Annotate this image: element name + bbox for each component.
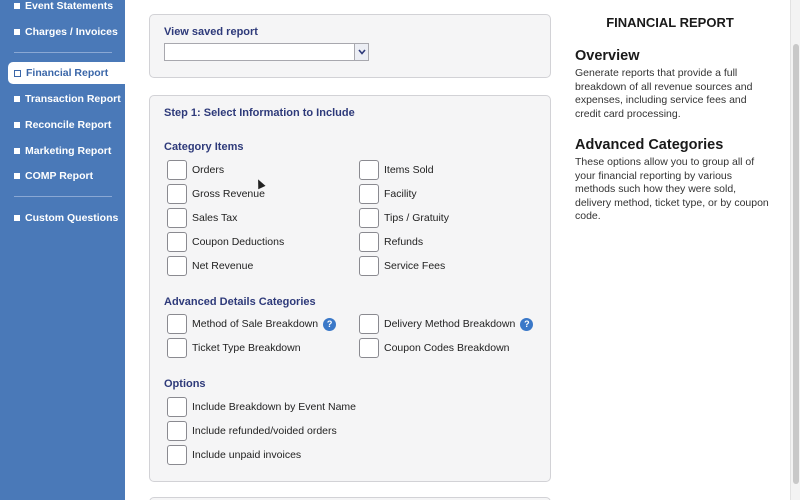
sidebar-divider	[14, 52, 112, 53]
option-method-of-sale[interactable]	[167, 314, 336, 334]
tips-gratuity-checkbox[interactable]	[359, 208, 379, 228]
sidebar-item-custom-questions[interactable]	[0, 207, 125, 229]
saved-report-label: View saved report	[164, 26, 258, 38]
option-label: Include refunded/voided orders	[192, 425, 337, 437]
option-label: Service Fees	[384, 260, 446, 272]
sidebar-item-label: Marketing Report	[25, 145, 112, 157]
option-delivery-method[interactable]	[359, 314, 533, 334]
coupon-codes-checkbox[interactable]	[359, 338, 379, 358]
sidebar	[0, 0, 125, 500]
option-label: Orders	[192, 164, 225, 176]
sidebar-item-label: Charges / Invoices	[25, 26, 118, 38]
options-title: Options	[164, 378, 206, 390]
option-coupon-codes[interactable]	[359, 338, 510, 358]
option-gross-revenue[interactable]	[167, 184, 265, 204]
sidebar-item-label: Transaction Report	[25, 93, 121, 105]
option-orders[interactable]	[167, 160, 224, 180]
option-items-sold[interactable]	[359, 160, 434, 180]
option-label: Coupon Codes Breakdown	[384, 342, 510, 354]
method-of-sale-checkbox[interactable]	[167, 314, 187, 334]
advanced-heading: Advanced Categories	[575, 137, 724, 153]
option-label: Include Breakdown by Event Name	[192, 401, 357, 413]
bullet-icon	[14, 29, 20, 35]
option-label: Net Revenue	[192, 260, 254, 272]
saved-report-select[interactable]	[164, 43, 369, 61]
sidebar-item-label: Event Statements	[25, 0, 114, 12]
saved-report-panel	[149, 14, 551, 78]
bullet-icon	[14, 122, 20, 128]
items-sold-checkbox[interactable]	[359, 160, 379, 180]
refunds-checkbox[interactable]	[359, 232, 379, 252]
facility-checkbox[interactable]	[359, 184, 379, 204]
sidebar-item-label: COMP Report	[25, 170, 94, 182]
sidebar-item-label: Financial Report	[26, 67, 109, 79]
help-icon[interactable]: ?	[520, 318, 533, 331]
service-fees-checkbox[interactable]	[359, 256, 379, 276]
sidebar-item-marketing-report[interactable]	[0, 140, 125, 162]
delivery-method-checkbox[interactable]	[359, 314, 379, 334]
bullet-icon	[14, 215, 20, 221]
scrollbar-thumb[interactable]	[793, 44, 799, 484]
sidebar-item-transaction-report[interactable]	[0, 88, 125, 110]
option-label: Include unpaid invoices	[192, 449, 302, 461]
option-label: Ticket Type Breakdown	[192, 342, 301, 354]
bullet-icon	[14, 148, 20, 154]
option-net-revenue[interactable]	[167, 256, 253, 276]
unpaid-invoices-checkbox[interactable]	[167, 445, 187, 465]
option-ticket-type[interactable]	[167, 338, 301, 358]
info-title: FINANCIAL REPORT	[606, 15, 734, 30]
option-label: Items Sold	[384, 164, 434, 176]
option-breakdown-by-event[interactable]	[167, 397, 356, 417]
option-tips-gratuity[interactable]	[359, 208, 449, 228]
sidebar-item-comp-report[interactable]	[0, 165, 125, 187]
advanced-text: These options allow you to group all of your financial reporting by various methods such how they were sold, delivery method, ticket type, or by coupon code.	[575, 156, 769, 222]
sidebar-divider	[14, 196, 112, 197]
option-label: Facility	[384, 188, 417, 200]
bullet-icon	[14, 173, 20, 179]
sidebar-item-label: Reconcile Report	[25, 119, 112, 131]
help-icon[interactable]: ?	[323, 318, 336, 331]
step1-panel	[149, 95, 551, 482]
option-label: Refunds	[384, 236, 424, 248]
option-sales-tax[interactable]	[167, 208, 237, 228]
chevron-down-icon[interactable]	[354, 44, 368, 60]
bullet-icon	[14, 96, 20, 102]
option-label: Tips / Gratuity	[384, 212, 449, 224]
option-refunded-voided[interactable]	[167, 421, 337, 441]
option-refunds[interactable]	[359, 232, 423, 252]
page-scrollbar[interactable]	[790, 0, 800, 500]
step1-title: Step 1: Select Information to Include	[164, 107, 355, 119]
sidebar-item-event-statements[interactable]	[0, 0, 125, 17]
option-label: Coupon Deductions	[192, 236, 285, 248]
sidebar-item-charges-invoices[interactable]	[0, 21, 125, 43]
option-coupon-deductions[interactable]	[167, 232, 284, 252]
option-label: Delivery Method Breakdown	[384, 318, 516, 330]
overview-text: Generate reports that provide a full breakdown of all revenue sources and expenses, including service fees and credit card processing.	[575, 67, 753, 120]
refunded-voided-checkbox[interactable]	[167, 421, 187, 441]
sales-tax-checkbox[interactable]	[167, 208, 187, 228]
gross-revenue-checkbox[interactable]	[167, 184, 187, 204]
option-unpaid-invoices[interactable]	[167, 445, 301, 465]
overview-heading: Overview	[575, 48, 640, 64]
checkbox-square-icon	[14, 70, 21, 77]
sidebar-item-financial-report[interactable]	[8, 62, 125, 84]
sidebar-item-reconcile-report[interactable]	[0, 114, 125, 136]
option-label: Method of Sale Breakdown	[192, 318, 319, 330]
coupon-deductions-checkbox[interactable]	[167, 232, 187, 252]
sidebar-item-label: Custom Questions	[25, 212, 119, 224]
option-label: Gross Revenue	[192, 188, 265, 200]
advanced-details-title: Advanced Details Categories	[164, 296, 316, 308]
ticket-type-checkbox[interactable]	[167, 338, 187, 358]
net-revenue-checkbox[interactable]	[167, 256, 187, 276]
option-facility[interactable]	[359, 184, 417, 204]
breakdown-by-event-checkbox[interactable]	[167, 397, 187, 417]
option-label: Sales Tax	[192, 212, 238, 224]
orders-checkbox[interactable]	[167, 160, 187, 180]
bullet-icon	[14, 3, 20, 9]
category-items-title: Category Items	[164, 141, 244, 153]
option-service-fees[interactable]	[359, 256, 445, 276]
